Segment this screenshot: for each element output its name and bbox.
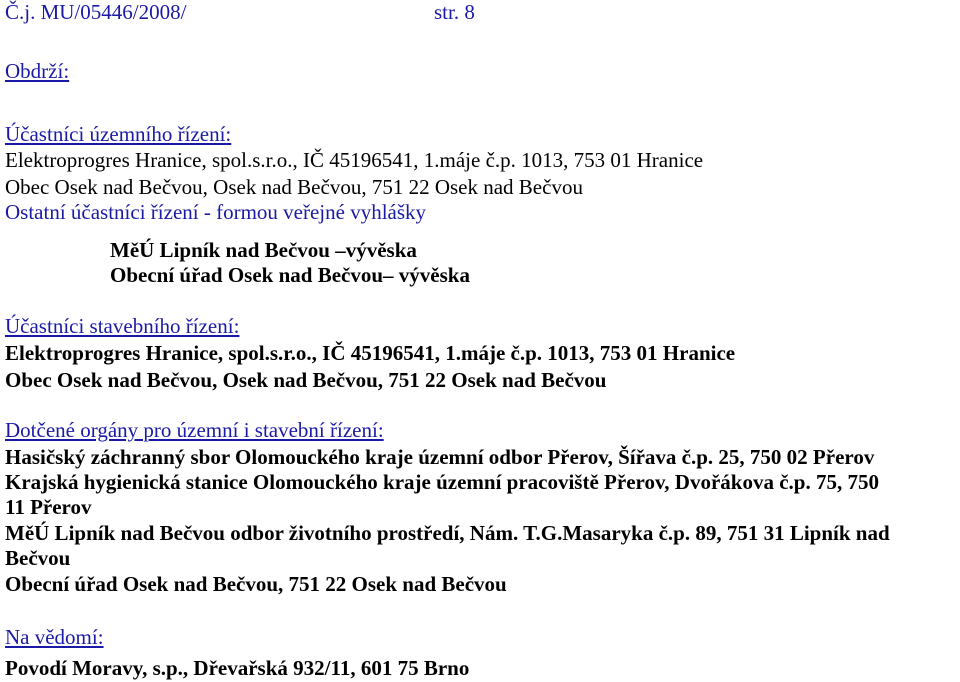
notice-line-1: MěÚ Lipník nad Bečvou –vývěska bbox=[110, 238, 417, 262]
territorial-line-3: Ostatní účastníci řízení - formou veřejné vyhlášky bbox=[5, 200, 427, 224]
header-ref: Č.j. MU/05446/2008/ bbox=[5, 0, 187, 24]
informed-line-1: Povodí Moravy, s.p., Dřevařská 932/11, 601 75 Brno bbox=[5, 656, 470, 680]
territorial-line-2: Obec Osek nad Bečvou, Osek nad Bečvou, 751 22 Osek nad Bečvou bbox=[5, 175, 583, 199]
informed-heading: Na vědomí: bbox=[5, 625, 104, 649]
authority-line-1: Hasičský záchranný sbor Olomouckého kraje územní odbor Přerov, Šířava č.p. 25, 750 02 Přerov bbox=[5, 445, 875, 469]
header-page-number: str. 8 bbox=[434, 0, 475, 24]
building-line-1: Elektroprogres Hranice, spol.s.r.o., IČ 45196541, 1.máje č.p. 1013, 753 01 Hranice bbox=[5, 341, 736, 365]
territorial-line-1: Elektroprogres Hranice, spol.s.r.o., IČ 45196541, 1.máje č.p. 1013, 753 01 Hranice bbox=[5, 148, 704, 172]
building-line-2: Obec Osek nad Bečvou, Osek nad Bečvou, 751 22 Osek nad Bečvou bbox=[5, 368, 607, 392]
authority-line-3: 11 Přerov bbox=[5, 495, 92, 519]
notice-line-2: Obecní úřad Osek nad Bečvou– vývěska bbox=[110, 263, 470, 287]
territorial-heading: Účastníci územního řízení: bbox=[5, 122, 232, 146]
authority-line-6: Obecní úřad Osek nad Bečvou, 751 22 Osek nad Bečvou bbox=[5, 572, 507, 596]
authority-line-4: MěÚ Lipník nad Bečvou odbor životního prostředí, Nám. T.G.Masaryka č.p. 89, 751 31 Lipník nad bbox=[5, 521, 890, 545]
recipients-heading: Obdrží: bbox=[5, 59, 70, 83]
authorities-heading: Dotčené orgány pro územní i stavební řízení: bbox=[5, 418, 384, 442]
authority-line-2: Krajská hygienická stanice Olomouckého kraje územní pracoviště Přerov, Dvořákova č.p. 75, 750 bbox=[5, 470, 879, 494]
building-heading: Účastníci stavebního řízení: bbox=[5, 314, 240, 338]
authority-line-5: Bečvou bbox=[5, 546, 71, 570]
